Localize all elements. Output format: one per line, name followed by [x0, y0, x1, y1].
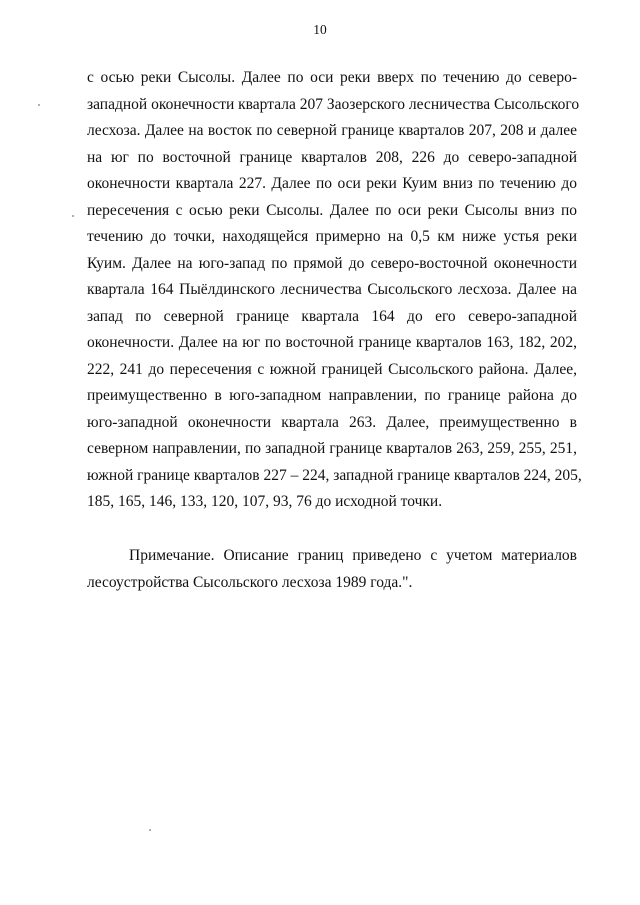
- text-line: 185, 165, 146, 133, 120, 107, 93, 76 до исходной точки.: [87, 493, 443, 510]
- text-line: юго-западной оконечности квартала 263. Далее, преимущественно в: [87, 413, 577, 431]
- text-line: лесхоза. Далее на восток по северной границе кварталов 207, 208 и далее: [87, 122, 577, 139]
- boundary-description: [87, 65, 582, 516]
- text-line: квартала 164 Пыёлдинского лесничества Сысольского лесхоза. Далее на: [87, 281, 577, 298]
- text-line: на юг по восточной границе кварталов 208, 226 до северо-западной: [87, 148, 577, 166]
- scan-speck: [38, 104, 40, 106]
- text-line: западной оконечности квартала 207 Заозерского лесничества Сысольского: [87, 95, 580, 113]
- scan-speck: [72, 215, 74, 217]
- note-line: Примечание. Описание границ приведено с учетом материалов: [129, 547, 577, 564]
- text-line: оконечности. Далее на юг по восточной границе кварталов 163, 182, 202,: [87, 334, 577, 351]
- text-line: течению до точки, находящейся примерно на 0,5 км ниже устья реки: [87, 228, 577, 245]
- text-line: Куим. Далее на юго-запад по прямой до северо-восточной оконечности: [87, 254, 577, 272]
- text-line: южной границе кварталов 227 – 224, западной границе кварталов 224, 205,: [87, 466, 582, 484]
- text-line: оконечности квартала 227. Далее по оси реки Куим вниз по течению до: [87, 175, 577, 192]
- text-line: северном направлении, по западной границе кварталов 263, 259, 255, 251,: [87, 440, 577, 457]
- text-line: пересечения с осью реки Сысолы. Далее по оси реки Сысолы вниз по: [87, 201, 577, 219]
- text-line: с осью реки Сысолы. Далее по оси реки вверх по течению до северо-: [87, 69, 577, 86]
- note-paragraph: [87, 542, 577, 596]
- text-line: 222, 241 до пересечения с южной границей Сысольского района. Далее,: [87, 360, 577, 378]
- text-line: запад по северной границе квартала 164 до его северо-западной: [87, 307, 577, 325]
- page-number: 10: [313, 22, 327, 37]
- scan-speck: [149, 829, 151, 831]
- text-line: преимущественно в юго-западном направлении, по границе района до: [87, 387, 577, 404]
- note-line: лесоустройства Сысольского лесхоза 1989 года.".: [87, 574, 413, 591]
